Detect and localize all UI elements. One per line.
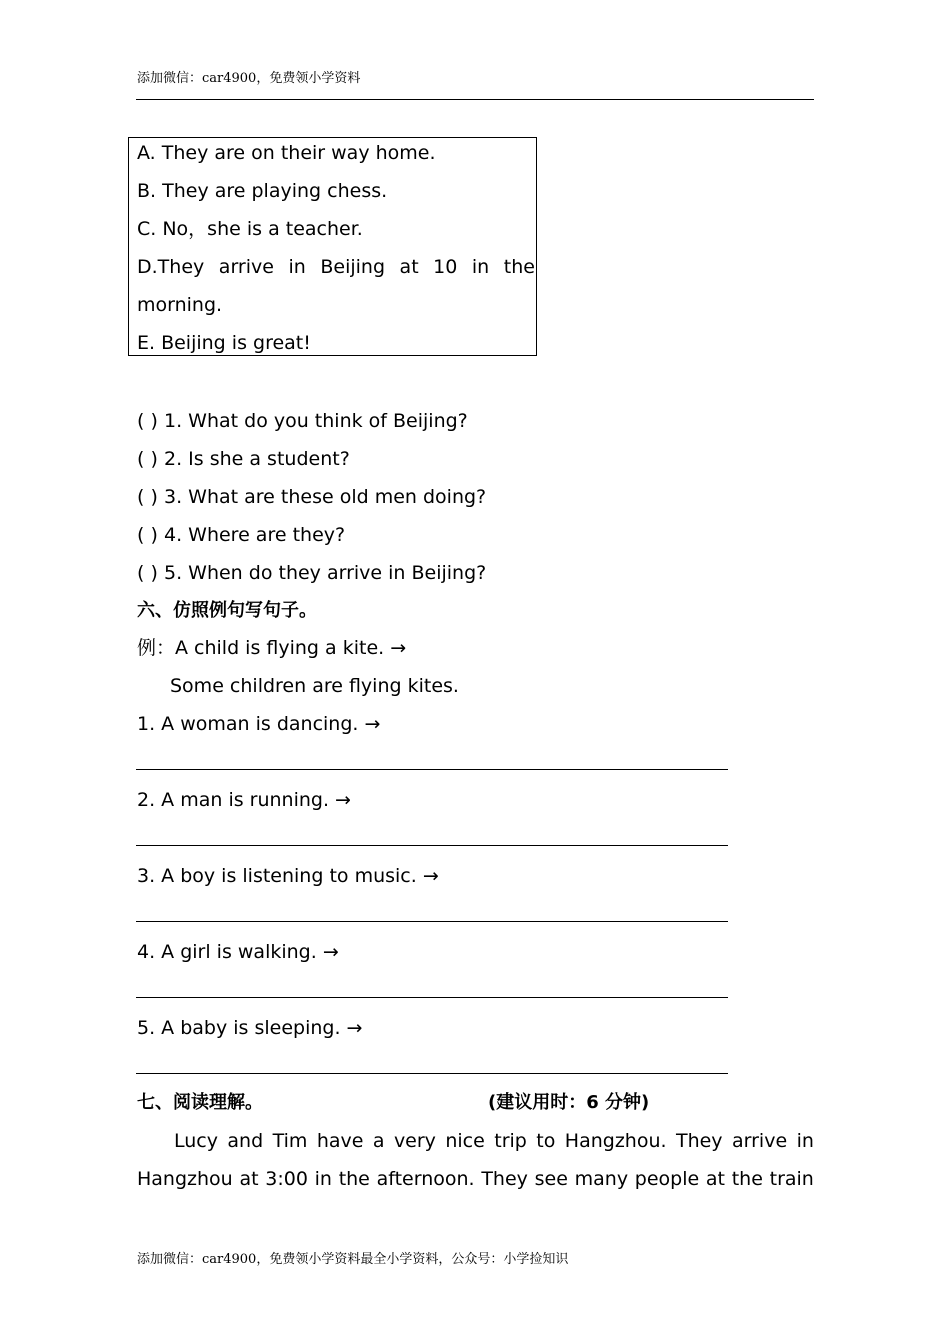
rewrite-item-2: 2. A man is running. → bbox=[137, 789, 351, 811]
passage-line-1-word: arrive bbox=[731, 1130, 788, 1152]
answer-line-5[interactable] bbox=[136, 1073, 728, 1074]
option-b: B. They are playing chess. bbox=[137, 180, 388, 202]
option-d-word: the bbox=[503, 256, 535, 278]
passage-line-2-word: 3:00 bbox=[265, 1168, 308, 1190]
answer-line-3[interactable] bbox=[136, 921, 728, 922]
question-3: 3. What are these old men doing? bbox=[164, 486, 487, 508]
options-box bbox=[128, 137, 537, 356]
rewrite-item-5: 5. A baby is sleeping. → bbox=[137, 1017, 363, 1039]
passage-line-2-word: afternoon. bbox=[376, 1168, 475, 1190]
passage-line-1-word: to bbox=[536, 1130, 556, 1152]
option-e: E. Beijing is great! bbox=[137, 332, 311, 354]
passage-line-2-word: in bbox=[314, 1168, 332, 1190]
option-d-word: at bbox=[399, 256, 419, 278]
suggested-time-note: (建议用时：6 分钟) bbox=[488, 1092, 650, 1113]
passage-line-1-word: Lucy bbox=[174, 1130, 218, 1152]
question-2: 2. Is she a student? bbox=[164, 448, 350, 470]
passage-line-1-word: Tim bbox=[272, 1130, 308, 1152]
passage-line-2-word: the bbox=[338, 1168, 370, 1190]
answer-paren-2[interactable]: ( ) bbox=[137, 448, 158, 470]
question-1: 1. What do you think of Beijing? bbox=[164, 410, 468, 432]
option-d-word: in bbox=[288, 256, 306, 278]
passage-line-2-word: They bbox=[481, 1168, 528, 1190]
passage-line-2-word: at bbox=[705, 1168, 725, 1190]
answer-line-1[interactable] bbox=[136, 769, 728, 770]
passage-line-2-word: many bbox=[574, 1168, 629, 1190]
passage-line-2-word: see bbox=[534, 1168, 568, 1190]
answer-paren-5[interactable]: ( ) bbox=[137, 562, 158, 584]
passage-line-1-word: and bbox=[227, 1130, 264, 1152]
page-header-text: 添加微信：car4900，免费领小学资料 bbox=[137, 71, 361, 86]
passage-line-1-word: trip bbox=[494, 1130, 527, 1152]
answer-paren-3[interactable]: ( ) bbox=[137, 486, 158, 508]
question-5: 5. When do they arrive in Beijing? bbox=[164, 562, 487, 584]
passage-line-1 bbox=[174, 1129, 814, 1153]
passage-line-1-word: in bbox=[796, 1130, 814, 1152]
passage-line-2-word: people bbox=[634, 1168, 700, 1190]
passage-line-1-word: have bbox=[316, 1130, 364, 1152]
option-d-word: arrive bbox=[218, 256, 274, 278]
rewrite-item-1: 1. A woman is dancing. → bbox=[137, 713, 381, 735]
passage-line-1-word: very bbox=[393, 1130, 436, 1152]
page-footer-text: 添加微信：car4900，免费领小学资料最全小学资料，公众号：小学捡知识 bbox=[137, 1252, 569, 1267]
example-answer: Some children are flying kites. bbox=[170, 675, 459, 697]
option-d-word: 10 bbox=[433, 256, 458, 278]
section-7-heading: 七、阅读理解。 bbox=[137, 1092, 263, 1113]
question-4: 4. Where are they? bbox=[164, 524, 346, 546]
example-sentence: 例：A child is flying a kite. → bbox=[137, 637, 407, 659]
answer-line-2[interactable] bbox=[136, 845, 728, 846]
passage-line-1-word: a bbox=[372, 1130, 385, 1152]
option-d bbox=[137, 255, 535, 279]
option-a: A. They are on their way home. bbox=[137, 142, 436, 164]
passage-line-2-word: train bbox=[769, 1168, 814, 1190]
option-d-word: D.They bbox=[137, 256, 205, 278]
passage-line-2-word: the bbox=[731, 1168, 763, 1190]
rewrite-item-4: 4. A girl is walking. → bbox=[137, 941, 339, 963]
header-divider bbox=[136, 99, 814, 100]
option-d-continued: morning. bbox=[137, 294, 223, 316]
passage-line-2-word: Hangzhou bbox=[137, 1168, 233, 1190]
passage-line-2-word: at bbox=[239, 1168, 259, 1190]
passage-line-1-word: nice bbox=[445, 1130, 485, 1152]
option-c: C. No，she is a teacher. bbox=[137, 218, 363, 240]
passage-line-1-word: They bbox=[675, 1130, 723, 1152]
passage-line-1-word: Hangzhou. bbox=[564, 1130, 667, 1152]
answer-line-4[interactable] bbox=[136, 997, 728, 998]
option-d-word: in bbox=[471, 256, 490, 278]
answer-paren-4[interactable]: ( ) bbox=[137, 524, 158, 546]
rewrite-item-3: 3. A boy is listening to music. → bbox=[137, 865, 439, 887]
section-6-heading: 六、仿照例句写句子。 bbox=[137, 600, 317, 621]
option-d-word: Beijing bbox=[320, 256, 386, 278]
passage-line-2 bbox=[137, 1167, 814, 1191]
answer-paren-1[interactable]: ( ) bbox=[137, 410, 158, 432]
